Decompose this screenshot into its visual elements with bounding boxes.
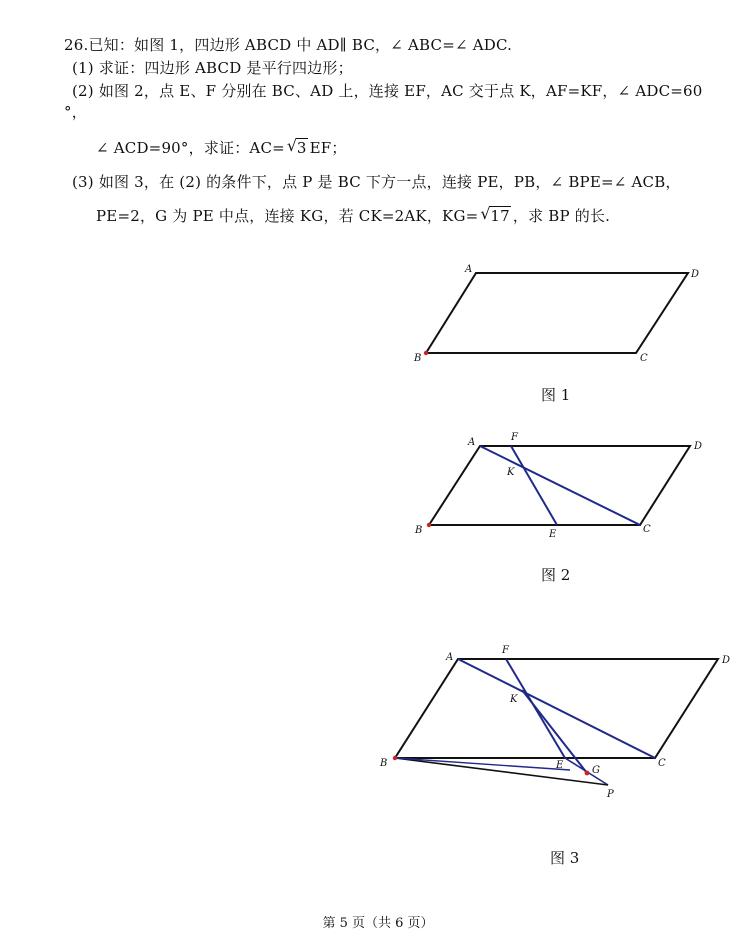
condition-text: ∠ ACD=90°，求证：AC= bbox=[96, 139, 285, 157]
figure-2-caption: 图 2 bbox=[541, 566, 571, 584]
figure-3 bbox=[379, 645, 730, 800]
segment-bp bbox=[395, 758, 608, 785]
sqrt-17: √ 17 bbox=[480, 204, 510, 225]
page-footer: 第 5 页（共 6 页） bbox=[322, 916, 434, 931]
label-g: G bbox=[592, 765, 600, 776]
figure-1 bbox=[413, 264, 699, 364]
point-b-marker bbox=[427, 523, 431, 527]
label-d: D bbox=[691, 269, 700, 280]
label-b: B bbox=[415, 525, 423, 536]
label-p: P bbox=[607, 789, 614, 800]
sqrt-3: √ 3 bbox=[286, 136, 307, 157]
label-c: C bbox=[643, 524, 651, 535]
label-e: E bbox=[549, 529, 557, 540]
label-d: D bbox=[694, 441, 703, 452]
point-g-marker bbox=[585, 771, 590, 776]
label-a: A bbox=[468, 437, 476, 448]
label-f: F bbox=[511, 432, 518, 443]
label-c: C bbox=[658, 758, 666, 769]
problem-part-3: (3) 如图 3，在 (2) 的条件下，点 P 是 BC 下方一点，连接 PE，PB，∠ BPE=∠ ACB， bbox=[72, 173, 681, 191]
condition-text-end: EF； bbox=[309, 139, 347, 157]
problem-line-1: 26.已知：如图 1，四边形 ABCD 中 AD∥ BC，∠ ABC=∠ ADC. bbox=[64, 36, 513, 54]
parallelogram-abcd bbox=[426, 273, 688, 353]
problem-part-1: (1) 求证：四边形 ABCD 是平行四边形； bbox=[72, 59, 353, 77]
label-k: K bbox=[507, 467, 515, 478]
segment-be-blue bbox=[395, 758, 570, 770]
label-a: A bbox=[446, 652, 454, 663]
label-e: E bbox=[556, 760, 564, 771]
problem-part-2: (2) 如图 2，点 E、F 分别在 BC、AD 上，连接 EF，AC 交于点 K，AF=KF，∠ ADC=60 bbox=[72, 82, 703, 100]
point-b-marker bbox=[393, 756, 397, 760]
label-b: B bbox=[414, 353, 422, 364]
segment-kp bbox=[522, 690, 587, 773]
label-f: F bbox=[502, 645, 509, 656]
figure-3-caption: 图 3 bbox=[550, 849, 580, 867]
label-a: A bbox=[465, 264, 473, 275]
figure-2 bbox=[414, 432, 702, 540]
point-b-marker bbox=[424, 351, 428, 355]
label-c: C bbox=[640, 353, 648, 364]
figure-1-caption: 图 1 bbox=[541, 386, 571, 404]
segment-ef bbox=[511, 446, 557, 525]
label-d: D bbox=[722, 655, 731, 666]
problem-line-degree: °， bbox=[64, 103, 87, 121]
condition-text: PE=2，G 为 PE 中点，连接 KG，若 CK=2AK，KG= bbox=[96, 207, 479, 225]
condition-text-end: ，求 BP 的长. bbox=[512, 207, 611, 225]
label-k: K bbox=[510, 694, 518, 705]
segment-ac bbox=[480, 446, 640, 525]
label-b: B bbox=[380, 758, 388, 769]
